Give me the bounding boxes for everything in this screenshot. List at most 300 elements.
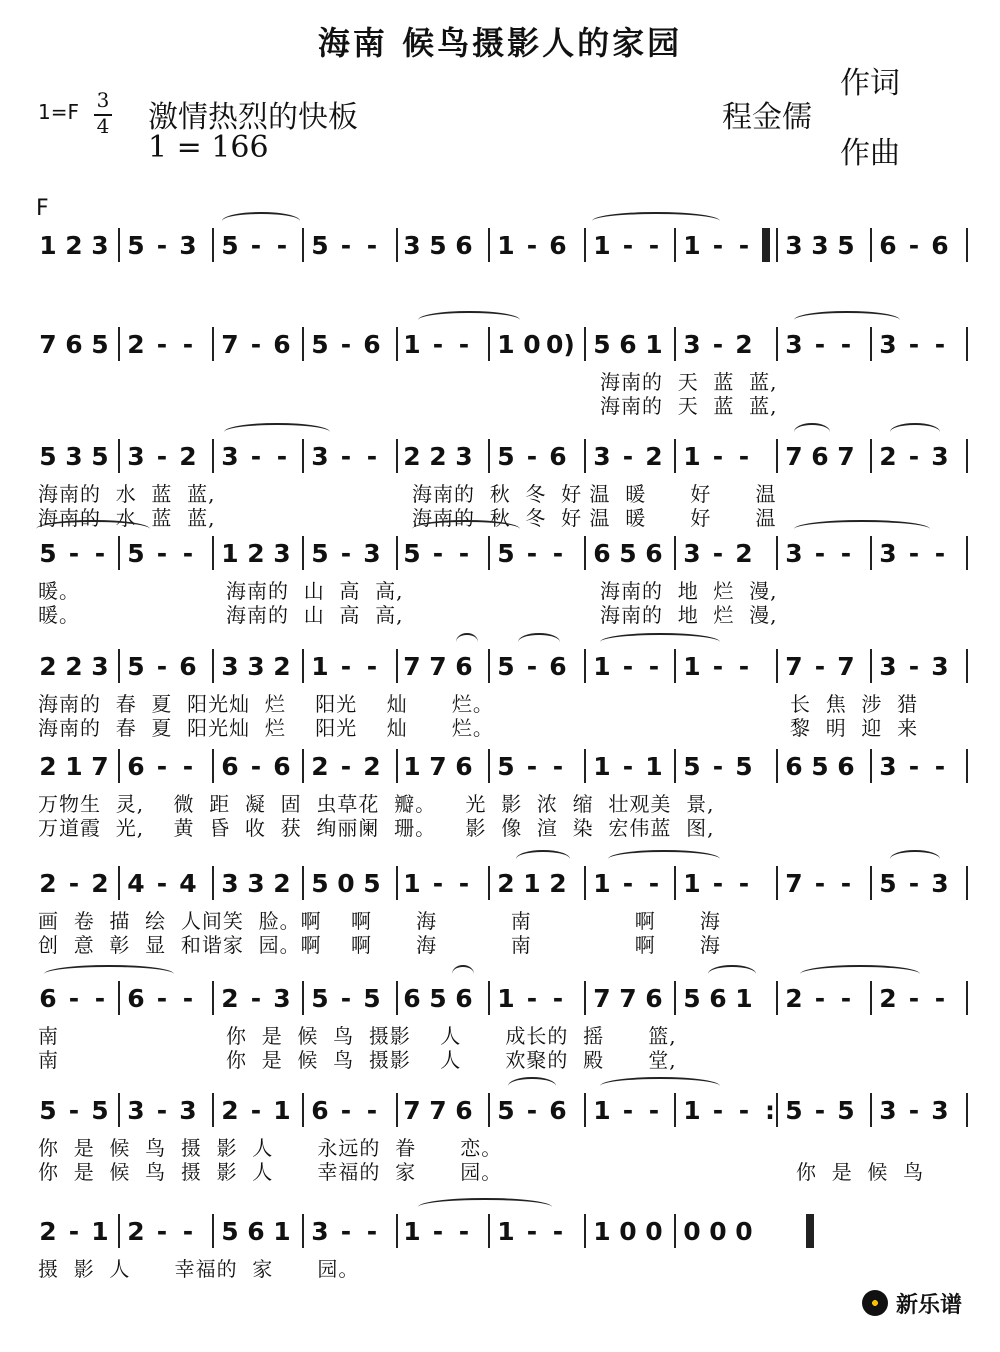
note: -: [814, 1096, 826, 1125]
note: 1: [403, 1217, 421, 1246]
note: 3: [879, 652, 897, 681]
note: -: [712, 1096, 724, 1125]
note: -: [552, 752, 564, 781]
note: 1: [65, 752, 83, 781]
note: -: [908, 330, 920, 359]
note: -: [526, 1096, 538, 1125]
note: 7: [593, 984, 611, 1013]
bar-line: [870, 327, 872, 361]
note: 5: [497, 1096, 515, 1125]
note: 7: [91, 752, 109, 781]
note: 7: [429, 652, 447, 681]
note: 2: [429, 442, 447, 471]
note: 3: [221, 442, 239, 471]
bar-line: [488, 327, 490, 361]
bar-line: [870, 866, 872, 900]
note: -: [526, 1217, 538, 1246]
score-row: [0, 1212, 1000, 1352]
note: -: [276, 442, 288, 471]
note: -: [156, 752, 168, 781]
note: 3: [221, 652, 239, 681]
bar-line: [118, 327, 120, 361]
lyrics-verse-1: [0, 908, 1000, 934]
note: 7: [221, 330, 239, 359]
bar-line: [966, 981, 968, 1015]
note: 5: [735, 752, 753, 781]
tie-arc: [794, 311, 900, 329]
notes-line: [0, 864, 1000, 904]
lyrics-verse-2: [0, 1047, 1000, 1073]
note: -: [156, 1096, 168, 1125]
bar-line: [674, 866, 676, 900]
note: 1: [497, 984, 515, 1013]
note: 2: [127, 1217, 145, 1246]
lyric-segment: 南: [38, 1048, 59, 1072]
note: 2: [311, 752, 329, 781]
note: -: [814, 869, 826, 898]
note: -: [622, 1096, 634, 1125]
note: 3: [91, 231, 109, 260]
vinyl-record-icon: [862, 1290, 888, 1316]
note: 5: [593, 330, 611, 359]
bar-line: [776, 439, 778, 473]
note: 1: [403, 330, 421, 359]
bar-line: [584, 228, 586, 262]
note: 5: [127, 652, 145, 681]
note: 5: [497, 652, 515, 681]
lyric-segment: 海南的 山 高 高,: [226, 579, 404, 603]
song-title: 海南 候鸟摄影人的家园: [317, 24, 683, 62]
note: 1: [683, 231, 701, 260]
note: 7: [837, 442, 855, 471]
lyric-segment: 海南的 水 蓝 蓝,: [38, 482, 216, 506]
note: 1: [39, 231, 57, 260]
note: 5: [91, 330, 109, 359]
note: -: [366, 231, 378, 260]
note: 7: [429, 752, 447, 781]
bar-line: [302, 1093, 304, 1127]
tie-arc: [600, 633, 720, 651]
lyric-segment: 海南的 春 夏 阳光灿 烂 阳光 灿 烂。: [38, 716, 494, 740]
note: -: [712, 869, 724, 898]
note: -: [340, 330, 352, 359]
bar-line: [584, 749, 586, 783]
bar-line: [584, 536, 586, 570]
note: 1: [593, 1096, 611, 1125]
note: -: [840, 539, 852, 568]
note: -: [526, 231, 538, 260]
note: 7: [785, 652, 803, 681]
notes-line: [0, 1091, 1000, 1131]
bar-line: [966, 439, 968, 473]
note: -: [934, 752, 946, 781]
note: -: [814, 330, 826, 359]
bar-line: [966, 866, 968, 900]
note: 3: [879, 752, 897, 781]
note: 5: [91, 1096, 109, 1125]
note: 3: [785, 231, 803, 260]
note: 2: [221, 1096, 239, 1125]
tie-arc: [800, 965, 920, 983]
lyric-segment: 你 是 候 鸟 摄影 人 成长的 摇 篮,: [226, 1024, 677, 1048]
note: 5: [221, 1217, 239, 1246]
bar-line: [488, 1214, 490, 1248]
lyric-segment: 海南的 山 高 高,: [226, 603, 404, 627]
note: 2: [645, 442, 663, 471]
note: 6: [785, 752, 803, 781]
note: -: [250, 442, 262, 471]
note: -: [648, 1096, 660, 1125]
tie-arc: [708, 965, 756, 983]
lyric-segment: 摄 影 人 幸福的 家 园。: [38, 1257, 360, 1281]
note: -: [156, 231, 168, 260]
note: -: [340, 984, 352, 1013]
note: -: [432, 1217, 444, 1246]
note: -: [458, 869, 470, 898]
time-signature-top: 3: [96, 88, 110, 112]
note: -: [908, 539, 920, 568]
note: 1: [91, 1217, 109, 1246]
note: 1: [735, 984, 753, 1013]
note: -: [622, 869, 634, 898]
note: 6: [549, 442, 567, 471]
lyric-segment: 海南的 地 烂 漫,: [600, 579, 778, 603]
lyric-segment: 你 是 候 鸟: [796, 1160, 925, 1184]
note: 1: [273, 1217, 291, 1246]
tempo-marking: 激情热烈的快板: [148, 100, 358, 135]
note: 6: [645, 539, 663, 568]
lyric-segment: 海南的 春 夏 阳光灿 烂 阳光 灿 烂。: [38, 692, 494, 716]
bar-line: [966, 1093, 968, 1127]
note: 1: [403, 752, 421, 781]
bar-line: [118, 439, 120, 473]
bar-line: [674, 1214, 676, 1248]
notes-line: [0, 647, 1000, 687]
note: 2: [65, 231, 83, 260]
note: 4: [179, 869, 197, 898]
note: -: [526, 652, 538, 681]
note: 6: [593, 539, 611, 568]
note: 3: [683, 539, 701, 568]
note: -: [458, 1217, 470, 1246]
bar-line: [488, 749, 490, 783]
bar-line: [776, 649, 778, 683]
note: 3: [931, 1096, 949, 1125]
note: 2: [179, 442, 197, 471]
note: 2: [735, 330, 753, 359]
note: -: [712, 231, 724, 260]
note: -: [432, 539, 444, 568]
bar-line: [212, 749, 214, 783]
note: -: [738, 231, 750, 260]
lyric-segment: 海南的 天 蓝 蓝,: [600, 370, 778, 394]
tie-arc: [890, 423, 940, 441]
bar-line: [118, 228, 120, 262]
bar-line: [488, 649, 490, 683]
note: 5: [39, 442, 57, 471]
note: 5: [497, 442, 515, 471]
bar-line: [870, 649, 872, 683]
note: 6: [709, 984, 727, 1013]
note: -: [814, 652, 826, 681]
tie-arc: [794, 423, 830, 441]
note: -: [366, 1096, 378, 1125]
note: 6: [363, 330, 381, 359]
note: -: [814, 539, 826, 568]
note: -: [738, 1096, 750, 1125]
note: 6: [455, 652, 473, 681]
note: -: [526, 442, 538, 471]
note: 1: [273, 1096, 291, 1125]
bar-line: [396, 981, 398, 1015]
note: -: [250, 1096, 262, 1125]
note: 7: [837, 652, 855, 681]
note: 3: [931, 652, 949, 681]
bar-line: [584, 1093, 586, 1127]
note: -: [526, 984, 538, 1013]
note: 6: [549, 231, 567, 260]
note: 7: [403, 1096, 421, 1125]
note: -: [366, 652, 378, 681]
note: 3: [221, 869, 239, 898]
bar-line: [212, 327, 214, 361]
note: -: [182, 539, 194, 568]
note: -: [94, 539, 106, 568]
note: -: [340, 231, 352, 260]
note: -: [458, 330, 470, 359]
note: -: [250, 984, 262, 1013]
notes-line: [0, 534, 1000, 574]
note: -: [934, 539, 946, 568]
note: 5: [91, 442, 109, 471]
lyrics-verse-2: [0, 602, 1000, 628]
bar-line: [776, 866, 778, 900]
bar-line: [118, 981, 120, 1015]
note: -: [648, 231, 660, 260]
bar-line: [212, 1093, 214, 1127]
bar-line: [488, 228, 490, 262]
note: 2: [39, 869, 57, 898]
note: 5: [683, 752, 701, 781]
bar-line: [302, 439, 304, 473]
lyric-segment: 海南的 秋 冬 好 温 暖 好 温: [412, 482, 777, 506]
lyric-segment: 暖。: [38, 579, 80, 603]
note: 2: [403, 442, 421, 471]
tie-arc: [608, 850, 720, 868]
note: 6: [549, 652, 567, 681]
note: 0: [735, 1217, 753, 1246]
note: 6: [311, 1096, 329, 1125]
note: 7: [403, 652, 421, 681]
note: 3: [683, 330, 701, 359]
note: 6: [455, 1096, 473, 1125]
bar-line: [966, 327, 968, 361]
note: -: [340, 539, 352, 568]
note: 5: [363, 869, 381, 898]
lyric-segment: 长 焦 涉 猎: [790, 692, 919, 716]
note: 7: [785, 869, 803, 898]
note: 3: [273, 984, 291, 1013]
lyrics-verse-2: [0, 1159, 1000, 1185]
bar-line: [674, 439, 676, 473]
note: 1: [593, 231, 611, 260]
note: 6: [549, 1096, 567, 1125]
note: 3: [311, 442, 329, 471]
note: 6: [39, 984, 57, 1013]
bar-line: [776, 981, 778, 1015]
note: -: [908, 652, 920, 681]
bar-line: [584, 327, 586, 361]
tie-arc: [890, 850, 940, 868]
note: 5: [221, 231, 239, 260]
note: 1: [683, 442, 701, 471]
note: 2: [39, 652, 57, 681]
note: 3: [593, 442, 611, 471]
note: 1: [683, 869, 701, 898]
bar-line: [302, 866, 304, 900]
bar-line: [674, 749, 676, 783]
note: -: [908, 752, 920, 781]
tie-arc: [412, 520, 520, 538]
note: -: [840, 869, 852, 898]
note: -: [156, 1217, 168, 1246]
lyric-segment: 南: [38, 1024, 59, 1048]
note: -: [182, 1217, 194, 1246]
lyric-segment: 你 是 候 鸟 摄 影 人 永远的 眷 恋。: [38, 1136, 503, 1160]
note: -: [552, 1217, 564, 1246]
note: 0: [337, 869, 355, 898]
tie-arc: [36, 520, 150, 538]
bar-line: [118, 1093, 120, 1127]
bar-line: [870, 1093, 872, 1127]
note: -: [432, 330, 444, 359]
time-signature-bottom: 4: [96, 114, 110, 138]
note: 3: [931, 442, 949, 471]
note: -: [908, 231, 920, 260]
note: 5: [837, 231, 855, 260]
note: -: [250, 231, 262, 260]
note: 5: [127, 231, 145, 260]
site-logo-text: 新乐谱: [896, 1293, 963, 1318]
note: 1: [311, 652, 329, 681]
note: 6: [619, 330, 637, 359]
note: 6: [879, 231, 897, 260]
note: -: [526, 752, 538, 781]
bar-line: [396, 749, 398, 783]
note: -: [622, 652, 634, 681]
note: -: [276, 231, 288, 260]
note: 3: [91, 652, 109, 681]
lyric-segment: 画 卷 描 绘 人间笑 脸。啊 啊 海 南 啊 海: [38, 909, 721, 933]
note: -: [552, 984, 564, 1013]
lyric-segment: 海南的 地 烂 漫,: [600, 603, 778, 627]
note: 3: [127, 442, 145, 471]
note: 5: [683, 984, 701, 1013]
note: -: [622, 752, 634, 781]
notes-line: [0, 979, 1000, 1019]
bar-line: [674, 981, 676, 1015]
note: 5: [363, 984, 381, 1013]
note: -: [340, 1096, 352, 1125]
note: 3: [127, 1096, 145, 1125]
note: -: [738, 442, 750, 471]
note: :: [765, 1096, 775, 1125]
bar-line: [302, 536, 304, 570]
bar-line: [966, 649, 968, 683]
note: 2: [549, 869, 567, 898]
bar-line: [870, 439, 872, 473]
note: 2: [39, 752, 57, 781]
note: 6: [247, 1217, 265, 1246]
note: 1: [403, 869, 421, 898]
bar-line: [966, 749, 968, 783]
note: -: [366, 1217, 378, 1246]
note: 1: [497, 231, 515, 260]
note: 6: [931, 231, 949, 260]
note: -: [648, 652, 660, 681]
bar-line: [776, 1093, 778, 1127]
note: -: [340, 1217, 352, 1246]
note: 7: [429, 1096, 447, 1125]
note: 1: [645, 330, 663, 359]
note: 5: [311, 539, 329, 568]
note: 7: [619, 984, 637, 1013]
note: 1: [523, 869, 541, 898]
note: 6: [179, 652, 197, 681]
bar-line: [302, 228, 304, 262]
note: 1: [593, 652, 611, 681]
lyrics-verse-2: [0, 932, 1000, 958]
bar-line: [870, 536, 872, 570]
note: -: [712, 752, 724, 781]
note: -: [68, 1096, 80, 1125]
note: 3: [247, 869, 265, 898]
note: -: [156, 539, 168, 568]
note: 5: [311, 984, 329, 1013]
lyrics-verse-2: [0, 815, 1000, 841]
bar-line: [584, 439, 586, 473]
note: 7: [785, 442, 803, 471]
note: -: [738, 869, 750, 898]
notes-line: [0, 437, 1000, 477]
lyrics-verse-1: [0, 481, 1000, 507]
note: 3: [931, 869, 949, 898]
bar-line: [396, 439, 398, 473]
bar-line: [118, 749, 120, 783]
tie-arc: [456, 633, 478, 651]
note: -: [250, 752, 262, 781]
note: 0): [546, 330, 575, 359]
tie-arc: [222, 212, 300, 230]
author-name: 程金儒: [722, 100, 812, 135]
tie-arc: [224, 423, 330, 441]
final-bar-line: [806, 1214, 814, 1248]
note: 2: [273, 869, 291, 898]
note: 5: [811, 752, 829, 781]
note: 5: [39, 539, 57, 568]
lyric-segment: 你 是 候 鸟 摄影 人 欢聚的 殿 堂,: [226, 1048, 677, 1072]
tie-arc: [452, 965, 474, 983]
note: -: [908, 984, 920, 1013]
note: -: [712, 330, 724, 359]
bar-line: [488, 1093, 490, 1127]
note: -: [908, 442, 920, 471]
lyric-segment: 创 意 彰 显 和谐家 园。啊 啊 海 南 啊 海: [38, 933, 721, 957]
note: -: [68, 869, 80, 898]
note: -: [622, 231, 634, 260]
note: -: [840, 984, 852, 1013]
note: 1: [683, 652, 701, 681]
